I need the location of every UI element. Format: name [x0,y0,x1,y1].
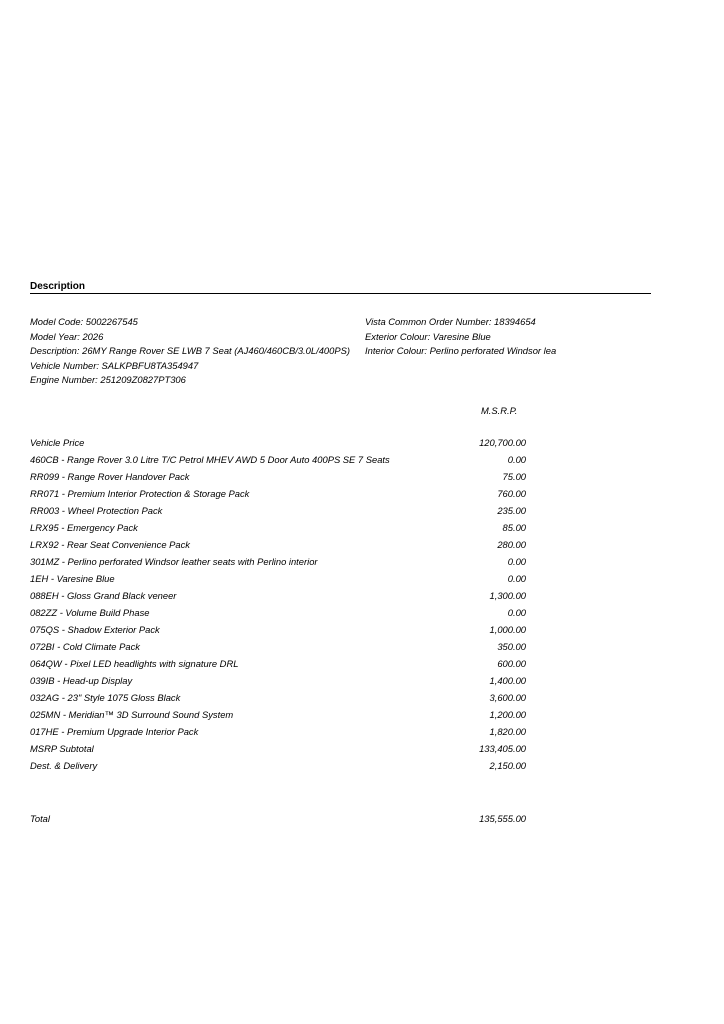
line-item-label: RR071 - Premium Interior Protection & Storage Pack [30,488,250,499]
line-item-label: 017HE - Premium Upgrade Interior Pack [30,726,199,737]
line-item-price: 280.00 [497,539,526,550]
line-item-label: Vehicle Price [30,437,85,448]
line-item [30,521,526,538]
line-item [30,657,526,674]
interior-colour: Interior Colour: Perlino perforated Windsor lea [365,345,557,357]
vehicle-info-right [365,315,720,359]
line-item-price: 3,600.00 [489,692,526,703]
line-item [30,555,526,572]
line-item [30,487,526,504]
line-item-price: 350.00 [497,641,526,652]
line-item [30,674,526,691]
delivery-price: 2,150.00 [489,760,526,771]
model-year: Model Year: 2026 [30,330,104,342]
subtotal-label: MSRP Subtotal [30,743,94,754]
line-item-label: 039IB - Head-up Display [30,675,133,686]
line-item-price: 1,400.00 [489,675,526,686]
line-item [30,640,526,657]
line-item-price: 0.00 [507,454,526,465]
subtotal-price: 133,405.00 [479,743,526,754]
line-item-label: 082ZZ - Volume Build Phase [30,607,150,618]
line-item-label: RR099 - Range Rover Handover Pack [30,471,190,482]
total-row [30,812,526,826]
line-item-price: 0.00 [507,607,526,618]
subtotal-row [30,742,526,759]
line-item [30,453,526,470]
line-item-label: 1EH - Varesine Blue [30,573,115,584]
line-item-price: 1,300.00 [489,590,526,601]
line-item-label: 460CB - Range Rover 3.0 Litre T/C Petrol MHEV AWD 5 Door Auto 400PS SE 7 Seats [30,454,390,465]
line-item-price: 75.00 [502,471,526,482]
line-item [30,606,526,623]
model-code: Model Code: 5002267545 [30,316,138,327]
vehicle-number: Vehicle Number: SALKPBFU8TA354947 [30,359,199,371]
line-item-price: 600.00 [497,658,526,669]
line-item [30,725,526,742]
total-price: 135,555.00 [479,813,526,824]
line-item [30,589,526,606]
line-item [30,623,526,640]
line-item-price: 1,200.00 [489,709,526,720]
line-item-price: 1,000.00 [489,624,526,635]
line-item [30,691,526,708]
heading-divider [30,293,651,294]
exterior-colour: Exterior Colour: Varesine Blue [365,330,491,342]
line-item-label: LRX92 - Rear Seat Convenience Pack [30,539,190,550]
line-item-price: 1,820.00 [489,726,526,737]
delivery-label: Dest. & Delivery [30,760,98,771]
price-column-header: M.S.R.P. [481,405,518,416]
line-item-label: 301MZ - Perlino perforated Windsor leather seats with Perlino interior [30,556,318,567]
line-item-label: 088EH - Gloss Grand Black veneer [30,590,177,601]
vehicle-info-left [30,315,370,388]
line-item-label: LRX95 - Emergency Pack [30,522,138,533]
line-item [30,572,526,589]
line-item-price: 0.00 [507,556,526,567]
line-item-label: 064QW - Pixel LED headlights with signature DRL [30,658,239,669]
line-item-price: 235.00 [497,505,526,516]
line-item-label: 025MN - Meridian™ 3D Surround Sound System [30,709,234,720]
line-item [30,436,526,453]
line-item-label: RR003 - Wheel Protection Pack [30,505,163,516]
line-item-price: 85.00 [502,522,526,533]
vehicle-description: Description: 26MY Range Rover SE LWB 7 Seat (AJ460/460CB/3.0L/400PS) [30,345,350,357]
line-item [30,708,526,725]
line-item-label: 032AG - 23" Style 1075 Gloss Black [30,692,181,703]
section-heading: Description [30,281,86,292]
total-label: Total [30,813,50,824]
line-item-price: 760.00 [497,488,526,499]
line-items-list [30,436,526,776]
line-item-price: 0.00 [507,573,526,584]
line-item-price: 120,700.00 [479,437,526,448]
line-item-label: 072BI - Cold Climate Pack [30,641,140,652]
line-item [30,504,526,521]
line-item-label: 075QS - Shadow Exterior Pack [30,624,160,635]
line-item [30,470,526,487]
delivery-row [30,759,526,776]
engine-number: Engine Number: 251209Z0827PT306 [30,374,186,386]
line-item [30,538,526,555]
order-number: Vista Common Order Number: 18394654 [365,316,536,327]
